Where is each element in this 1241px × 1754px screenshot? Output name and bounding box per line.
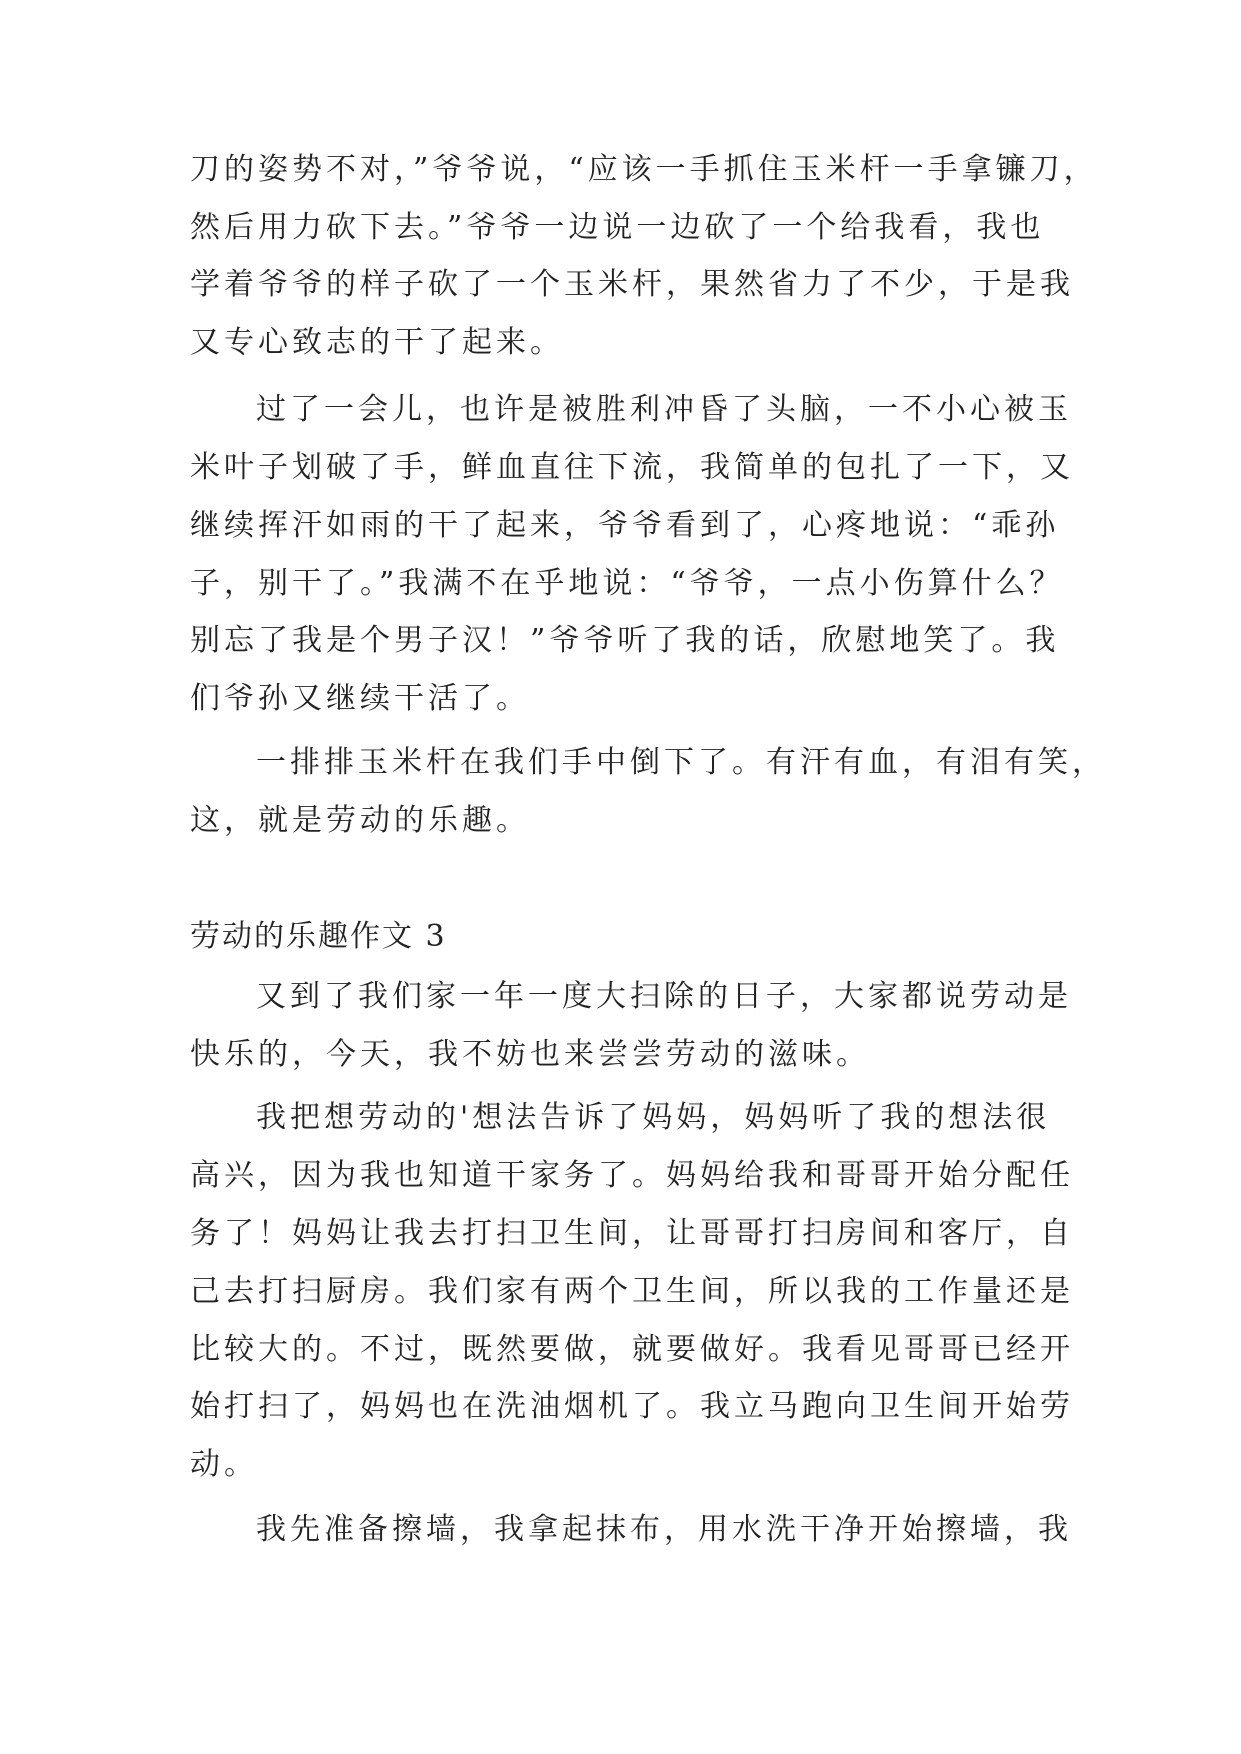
text-line: 快乐的，今天，我不妨也来尝尝劳动的滋味。 <box>190 1037 870 1072</box>
text-line: 这，就是劳动的乐趣。 <box>190 803 530 838</box>
text-line: 米叶子划破了手，鲜血直往下流，我简单的包扎了一下，又 <box>190 450 1074 485</box>
text-line: 们爷孙又继续干活了。 <box>190 681 530 716</box>
text-line: 继续挥汗如雨的干了起来，爷爷看到了，心疼地说：“乖孙 <box>190 508 1060 543</box>
text-line: 高兴，因为我也知道干家务了。妈妈给我和哥哥开始分配任 <box>190 1158 1074 1193</box>
text-line: 学着爷爷的样子砍了一个玉米杆，果然省力了不少，于是我 <box>190 267 1074 302</box>
paragraph-first-line: 又到了我们家一年一度大扫除的日子，大家都说劳动是 <box>256 979 1072 1014</box>
text-line: 又专心致志的干了起来。 <box>190 325 564 360</box>
paragraph-first-line: 一排排玉米杆在我们手中倒下了。有汗有血，有泪有笑， <box>256 745 1106 780</box>
text-line: 刀的姿势不对，”爷爷说，“应该一手抓住玉米杆一手拿镰刀， <box>190 152 1098 187</box>
text-line: 子，别干了。”我满不在乎地说：“爷爷，一点小伤算什么？ <box>190 566 1064 601</box>
text-line: 己去打扫厨房。我们家有两个卫生间，所以我的工作量还是 <box>190 1274 1074 1309</box>
text-line: 务了！妈妈让我去打扫卫生间，让哥哥打扫房间和客厅，自 <box>190 1216 1074 1251</box>
paragraph-first-line: 过了一会儿，也许是被胜利冲昏了头脑，一不小心被玉 <box>256 392 1072 427</box>
text-line: 始打扫了，妈妈也在洗油烟机了。我立马跑向卫生间开始劳 <box>190 1389 1074 1424</box>
paragraph-first-line: 我把想劳动的'想法告诉了妈妈，妈妈听了我的想法很 <box>256 1100 1051 1135</box>
text-line: 动。 <box>190 1447 258 1482</box>
paragraph-first-line: 我先准备擦墙，我拿起抹布，用水洗干净开始擦墙，我 <box>256 1512 1072 1547</box>
text-line: 然后用力砍下去。”爷爷一边说一边砍了一个给我看，我也 <box>190 210 1045 245</box>
section-heading: 劳动的乐趣作文 3 <box>190 919 447 954</box>
text-line: 比较大的。不过，既然要做，就要做好。我看见哥哥已经开 <box>190 1332 1074 1367</box>
text-line: 别忘了我是个男子汉！”爷爷听了我的话，欣慰地笑了。我 <box>190 623 1060 658</box>
